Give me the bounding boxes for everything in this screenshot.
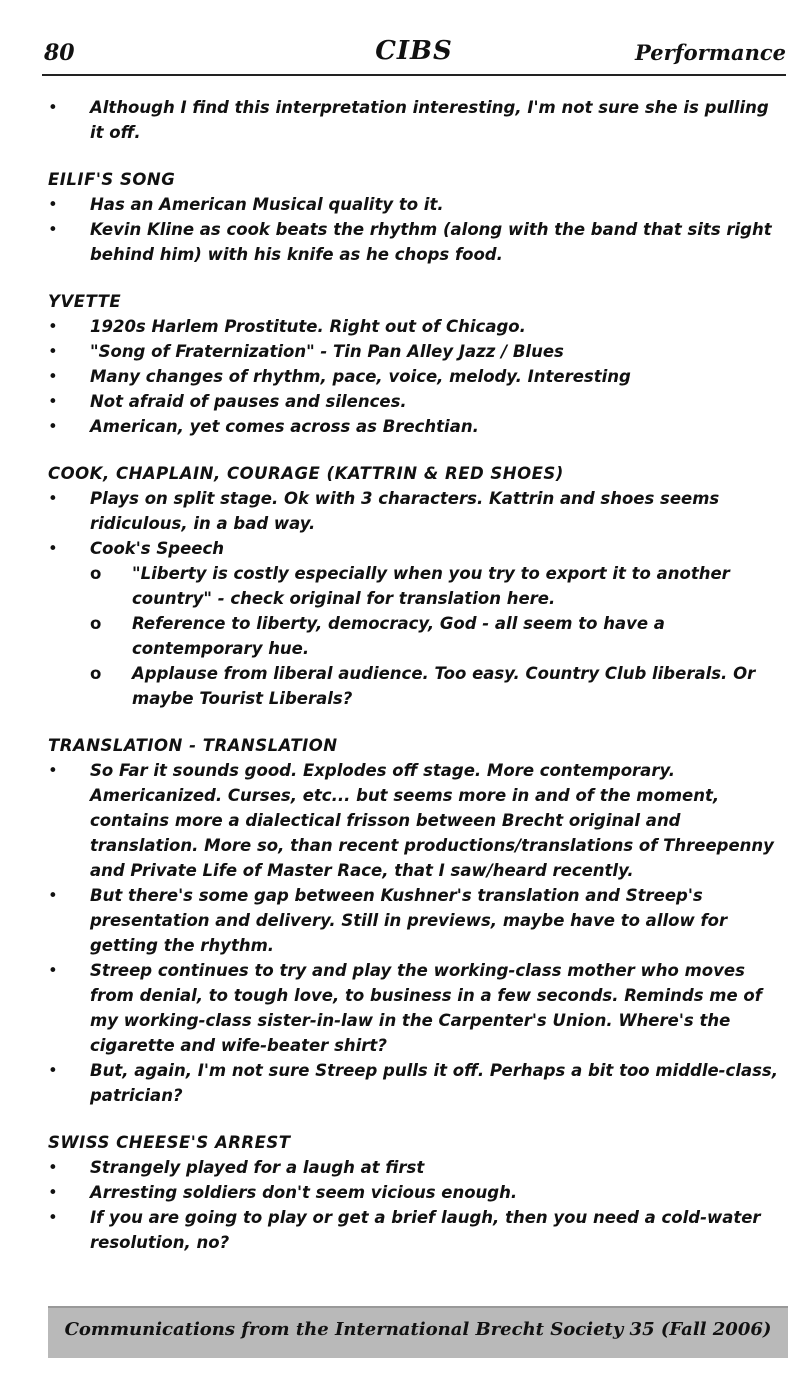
list-item: • Cook's Speech: [48, 539, 224, 558]
section-heading-yvette: YVETTE: [48, 292, 122, 311]
footer-citation: Communications from the International Brecht Society 35 (Fall 2006): [64, 1319, 772, 1340]
list-item: • Strangely played for a laugh at first: [48, 1158, 425, 1177]
list-item: • Streep continues to try and play the working-class mother who moves from denial, to tough love, to business in a few seconds. Reminds me of my working-class sister-in-law in the Carpenter's Union. Where's the cigarette and wife-beater shirt?: [48, 961, 762, 1055]
section-title: Performance: [635, 40, 786, 65]
list-item: • Kevin Kline as cook beats the rhythm (along with the band that sits right behind him) with his knife as he chops food.: [48, 220, 772, 264]
list-item: • Although I find this interpretation interesting, I'm not sure she is pulling it off.: [48, 95, 778, 145]
section-heading-translation: TRANSLATION - TRANSLATION: [48, 736, 338, 755]
list-item: • Many changes of rhythm, pace, voice, melody. Interesting: [48, 367, 631, 386]
list-item: • But there's some gap between Kushner's translation and Streep's presentation and delivery. Still in previews, maybe have to allow for getting the rhythm.: [48, 886, 728, 955]
section-heading-eilif: EILIF'S SONG: [48, 170, 176, 189]
list-item: • Arresting soldiers don't seem vicious enough.: [48, 1183, 518, 1202]
list-item: • But, again, I'm not sure Streep pulls it off. Perhaps a bit too middle-class, patrician?: [48, 1061, 779, 1105]
list-item: • If you are going to play or get a brief laugh, then you need a cold-water resolution, no?: [48, 1208, 761, 1252]
page-footer: [48, 1306, 788, 1358]
section-heading-cook: COOK, CHAPLAIN, COURAGE (KATTRIN & RED SHOES): [48, 464, 564, 483]
list-item: • 1920s Harlem Prostitute. Right out of Chicago.: [48, 317, 526, 336]
page-header: [42, 34, 786, 76]
sub-list-item: o Reference to liberty, democracy, God - all seem to have a contemporary hue.: [90, 614, 665, 658]
list-item: • American, yet comes across as Brechtian.: [48, 417, 479, 436]
sub-list-item: o "Liberty is costly especially when you try to export it to another country" - check original for translation here.: [90, 564, 730, 608]
journal-title: CIBS: [375, 36, 453, 66]
section-heading-swiss: SWISS CHEESE'S ARREST: [48, 1133, 291, 1152]
bullet-mark: •: [48, 98, 58, 117]
list-item: • Not afraid of pauses and silences.: [48, 392, 407, 411]
page-number: 80: [44, 40, 75, 66]
notes-content: [48, 95, 778, 1255]
sub-list-item: o Applause from liberal audience. Too easy. Country Club liberals. Or maybe Tourist Liberals?: [90, 664, 756, 708]
list-item: • "Song of Fraternization" - Tin Pan Alley Jazz / Blues: [48, 342, 564, 361]
list-item: • Plays on split stage. Ok with 3 characters. Kattrin and shoes seems ridiculous, in a bad way.: [48, 489, 720, 533]
list-item: • So Far it sounds good. Explodes off stage. More contemporary. Americanized. Curses, etc... but seems more in and of the moment, contains more a dialectical frisson between Brecht original and translation. More so, than recent productions/translations of Threepenny and Private Life of Master Race, that I saw/heard recently.: [48, 761, 774, 880]
list-item: • Has an American Musical quality to it.: [48, 195, 444, 214]
